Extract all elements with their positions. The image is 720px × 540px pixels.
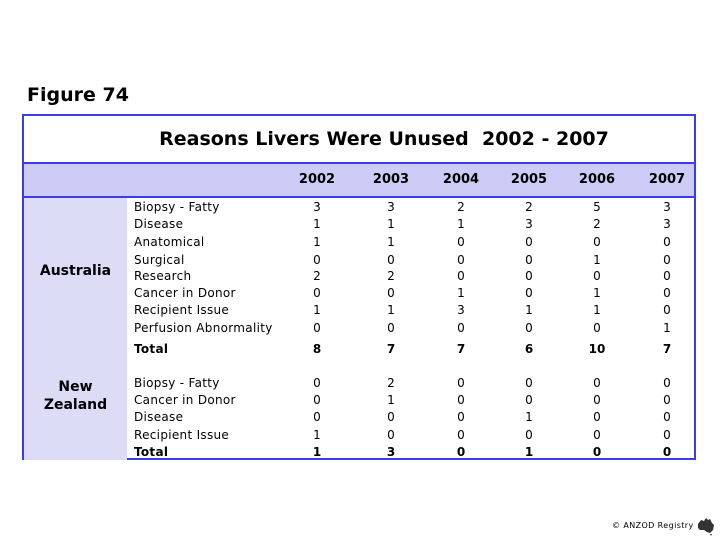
table-title-row xyxy=(24,116,694,164)
table-cell: 3 xyxy=(457,303,465,317)
total-cell: 0 xyxy=(662,445,672,459)
row-label: Disease xyxy=(134,217,184,231)
table-cell: 1 xyxy=(313,217,321,231)
year-header-row xyxy=(24,164,694,198)
table-cell: 0 xyxy=(525,269,533,283)
table-cell: 0 xyxy=(593,428,601,442)
table-cell: 1 xyxy=(313,303,321,317)
table-cell: 3 xyxy=(663,217,671,231)
table-cell: 1 xyxy=(457,286,465,300)
table-cell: 0 xyxy=(593,235,601,249)
table-cell: 3 xyxy=(525,217,533,231)
table-cell: 0 xyxy=(663,376,671,390)
table-cell: 0 xyxy=(387,428,395,442)
table-cell: 0 xyxy=(313,253,321,267)
table-cell: 0 xyxy=(663,303,671,317)
total-cell: 7 xyxy=(456,342,466,356)
table-cell: 2 xyxy=(387,269,395,283)
year-header: 2004 xyxy=(442,172,480,187)
year-header: 2002 xyxy=(298,172,336,187)
table-cell: 3 xyxy=(313,200,321,214)
row-label: Disease xyxy=(134,410,184,424)
table-cell: 0 xyxy=(457,253,465,267)
row-label: Biopsy - Fatty xyxy=(134,200,220,214)
table-cell: 0 xyxy=(457,393,465,407)
table-cell: 2 xyxy=(525,200,533,214)
table-cell: 0 xyxy=(525,235,533,249)
table-cell: 2 xyxy=(593,217,601,231)
table-cell: 0 xyxy=(387,321,395,335)
table-cell: 1 xyxy=(525,303,533,317)
total-cell: 8 xyxy=(312,342,322,356)
table-cell: 3 xyxy=(387,200,395,214)
row-label: Perfusion Abnormality xyxy=(134,321,273,335)
table-cell: 0 xyxy=(663,253,671,267)
year-header: 2006 xyxy=(578,172,616,187)
row-label: Biopsy - Fatty xyxy=(134,376,220,390)
table-cell: 0 xyxy=(457,428,465,442)
table-cell: 0 xyxy=(593,269,601,283)
row-label: Anatomical xyxy=(134,235,205,249)
total-cell: 10 xyxy=(588,342,606,356)
total-cell: 1 xyxy=(524,445,534,459)
table-cell: 5 xyxy=(593,200,601,214)
table-cell: 0 xyxy=(525,428,533,442)
table-cell: 0 xyxy=(457,376,465,390)
table-cell: 1 xyxy=(525,410,533,424)
table-cell: 0 xyxy=(663,410,671,424)
table-cell: 0 xyxy=(313,286,321,300)
table-cell: 0 xyxy=(313,410,321,424)
total-row-label: Total xyxy=(134,445,169,459)
table-cell: 0 xyxy=(525,321,533,335)
table-cell: 1 xyxy=(313,235,321,249)
table-cell: 0 xyxy=(593,393,601,407)
total-cell: 3 xyxy=(386,445,396,459)
table-cell: 1 xyxy=(387,303,395,317)
table-cell: 1 xyxy=(387,235,395,249)
table-cell: 2 xyxy=(387,376,395,390)
figure-label: Figure 74 xyxy=(27,84,129,106)
table-cell: 0 xyxy=(663,286,671,300)
table-cell: 0 xyxy=(525,393,533,407)
table-cell: 2 xyxy=(457,200,465,214)
row-label: Recipient Issue xyxy=(134,303,230,317)
table-cell: 0 xyxy=(525,253,533,267)
table-title: Reasons Livers Were Unused 2002 - 2007 xyxy=(159,128,609,150)
total-row-label: Total xyxy=(134,342,169,356)
table-cell: 1 xyxy=(593,303,601,317)
table-cell: 1 xyxy=(387,393,395,407)
table-cell: 0 xyxy=(663,393,671,407)
table-cell: 1 xyxy=(593,253,601,267)
year-header: 2003 xyxy=(372,172,410,187)
table-cell: 0 xyxy=(525,286,533,300)
table-cell: 3 xyxy=(663,200,671,214)
table-cell: 0 xyxy=(593,376,601,390)
total-cell: 7 xyxy=(662,342,672,356)
row-label: Research xyxy=(134,269,192,283)
table-cell: 0 xyxy=(663,269,671,283)
table-cell: 0 xyxy=(663,428,671,442)
table-cell: 1 xyxy=(387,217,395,231)
table-cell: 0 xyxy=(457,410,465,424)
copyright-footer: © ANZOD Registry xyxy=(612,521,694,530)
total-cell: 0 xyxy=(456,445,466,459)
table-cell: 1 xyxy=(663,321,671,335)
table-cell: 0 xyxy=(525,376,533,390)
table-cell: 1 xyxy=(593,286,601,300)
table-cell: 0 xyxy=(593,410,601,424)
year-header: 2005 xyxy=(510,172,548,187)
row-label: Surgical xyxy=(134,253,185,267)
table-cell: 1 xyxy=(313,428,321,442)
row-label: Cancer in Donor xyxy=(134,286,236,300)
total-cell: 0 xyxy=(592,445,602,459)
table-cell: 2 xyxy=(313,269,321,283)
table-cell: 1 xyxy=(457,217,465,231)
table-cell: 0 xyxy=(313,321,321,335)
table-cell: 0 xyxy=(457,235,465,249)
total-cell: 6 xyxy=(524,342,534,356)
row-label: Recipient Issue xyxy=(134,428,230,442)
group-name: Australia xyxy=(39,263,112,279)
australia-map-logo-icon xyxy=(695,515,717,537)
table-cell: 0 xyxy=(387,253,395,267)
table-frame xyxy=(22,114,696,460)
table-cell: 0 xyxy=(313,393,321,407)
group-name: New Zealand xyxy=(43,379,108,413)
table-cell: 0 xyxy=(313,376,321,390)
total-cell: 7 xyxy=(386,342,396,356)
total-cell: 1 xyxy=(312,445,322,459)
table-cell: 0 xyxy=(387,286,395,300)
table-cell: 0 xyxy=(457,269,465,283)
row-label: Cancer in Donor xyxy=(134,393,236,407)
table-cell: 0 xyxy=(663,235,671,249)
year-header: 2007 xyxy=(648,172,686,187)
group-column xyxy=(24,198,127,460)
table-cell: 0 xyxy=(593,321,601,335)
table-cell: 0 xyxy=(387,410,395,424)
table-cell: 0 xyxy=(457,321,465,335)
